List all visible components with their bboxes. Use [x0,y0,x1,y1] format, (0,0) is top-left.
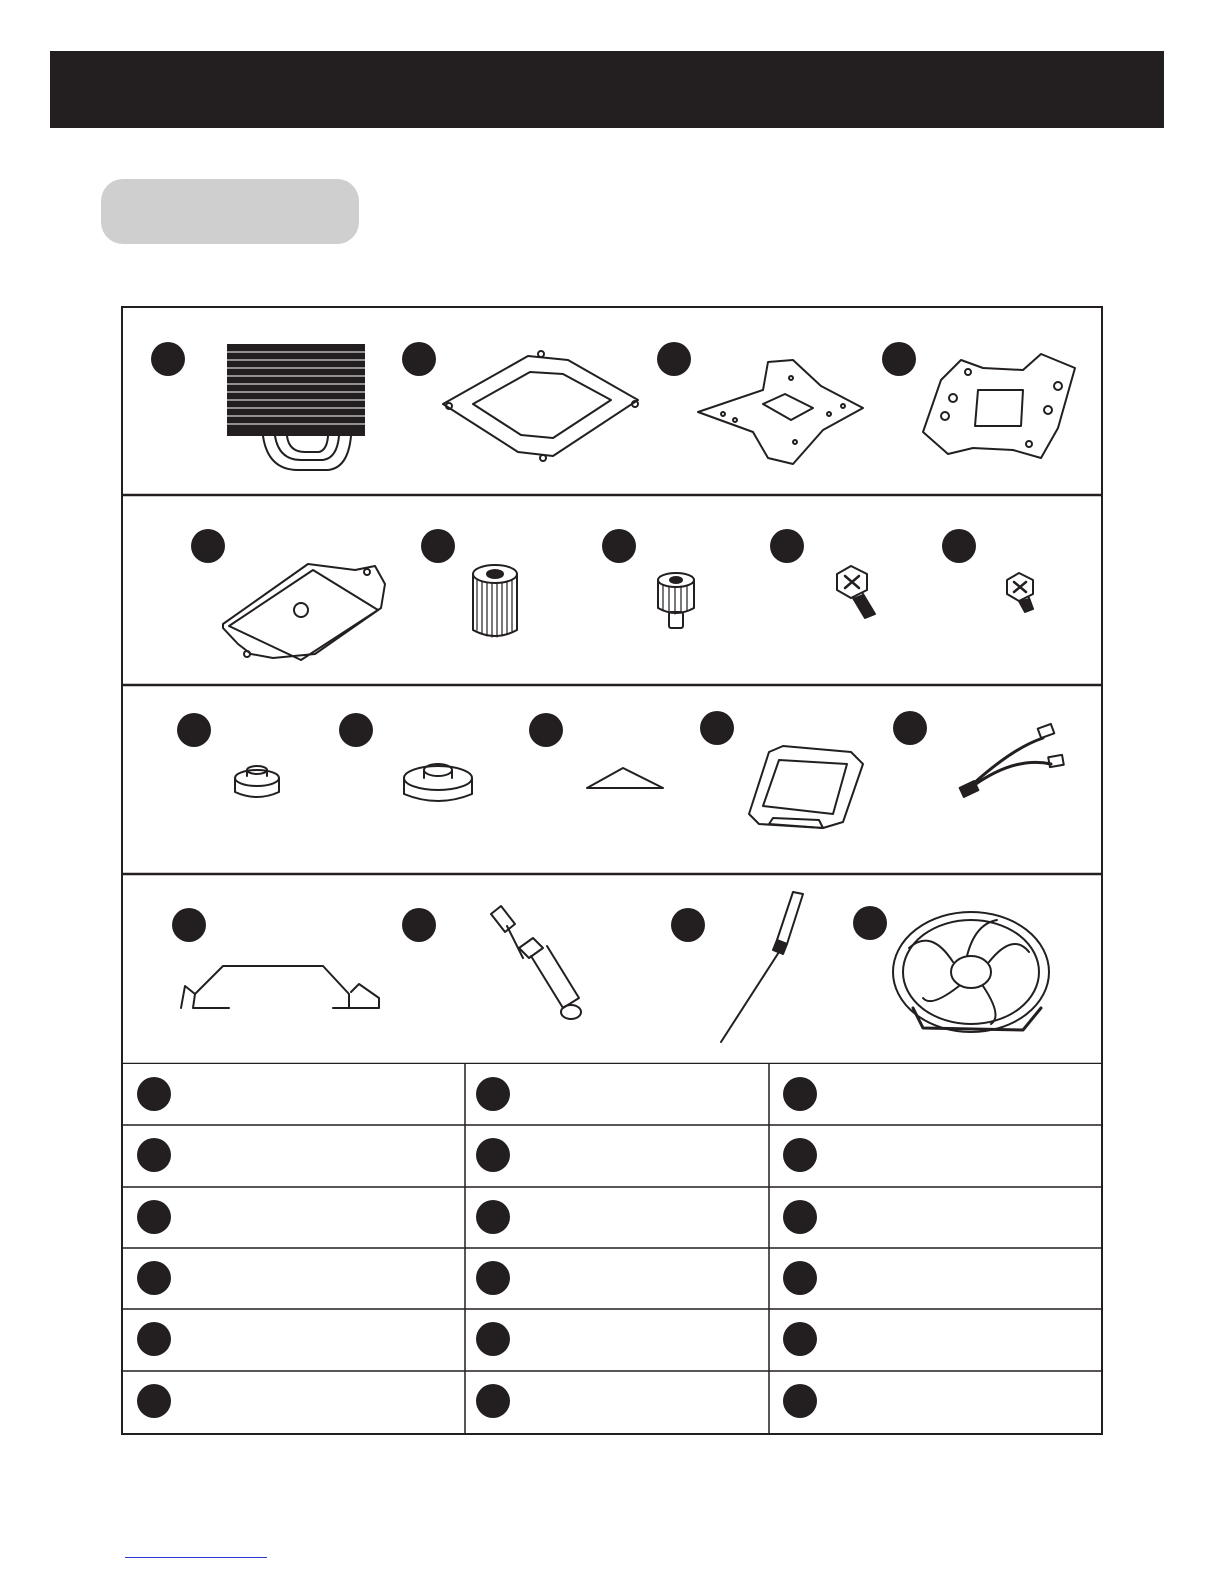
part-marker [177,713,211,747]
legend-marker [476,1200,510,1234]
legend-cell [123,1248,465,1309]
part-marker [882,342,916,376]
legend-cell [462,1248,766,1309]
parts-panel [121,306,1103,1435]
part-marker [700,711,734,745]
legend-marker [476,1138,510,1172]
legend-cell [769,1371,1101,1432]
part-marker [421,529,455,563]
mounting-plate-icon [698,360,863,464]
legend-cell [769,1125,1101,1186]
parts-illustrations [123,308,1101,1064]
legend-marker [137,1384,171,1418]
legend-cell [462,1309,766,1370]
legend-cell [123,1125,465,1186]
part-marker [402,908,436,942]
legend-cell [462,1064,766,1125]
legend-marker [783,1322,817,1356]
legend-cell [769,1248,1101,1309]
legend-marker [137,1200,171,1234]
header-bar [50,51,1164,128]
heatsink-icon [227,344,365,470]
part-marker [770,529,804,563]
thermal-paste-syringe-icon [491,906,581,1019]
legend-row [123,1064,1101,1125]
legend-marker [137,1138,171,1172]
part-marker [191,529,225,563]
legend-cell [123,1187,465,1248]
thumb-screw-icon [658,573,694,628]
part-marker [151,342,185,376]
long-screw-icon [837,566,875,618]
legend-cell [769,1187,1101,1248]
y-cable-icon [960,724,1064,797]
legend-marker [137,1322,171,1356]
legend-cell [462,1371,766,1432]
legend-marker [783,1261,817,1295]
part-marker [671,908,705,942]
short-screw-icon [1007,573,1033,612]
legend-marker [476,1261,510,1295]
legend-marker [783,1138,817,1172]
legend-row [123,1248,1101,1309]
part-marker [172,908,206,942]
legend-marker [476,1384,510,1418]
screwdriver-icon [721,892,803,1042]
small-washer-icon [235,766,279,797]
legend-cell [462,1125,766,1186]
thermal-pad-icon [587,768,663,788]
part-marker [893,711,927,745]
part-marker [942,529,976,563]
fan-clip-icon [181,966,379,1008]
legend-row [123,1187,1101,1248]
retention-plate-icon [223,564,385,660]
section-title-pill [101,179,359,244]
legend-row [123,1309,1101,1370]
amd-backplate-icon [923,354,1075,458]
part-marker [657,342,691,376]
legend-cell [123,1309,465,1370]
legend-marker [476,1077,510,1111]
large-washer-icon [404,764,472,801]
part-marker [529,713,563,747]
fan-icon [893,912,1049,1032]
legend-row [123,1125,1101,1186]
part-marker [602,529,636,563]
footer-link[interactable] [125,1557,267,1558]
legend-cell [462,1187,766,1248]
parts-legend-table [123,1064,1101,1433]
legend-cell [123,1371,465,1432]
legend-marker [137,1261,171,1295]
part-marker [853,906,887,940]
legend-marker [783,1077,817,1111]
part-marker [402,342,436,376]
standoff-nut-icon [473,565,517,637]
legend-row [123,1371,1101,1432]
legend-marker [137,1077,171,1111]
legend-marker [783,1384,817,1418]
legend-cell [769,1309,1101,1370]
intel-backplate-frame-icon [443,351,638,461]
part-marker [339,713,373,747]
socket-cover-icon [749,746,863,828]
legend-cell [123,1064,465,1125]
legend-marker [783,1200,817,1234]
legend-marker [476,1322,510,1356]
legend-cell [769,1064,1101,1125]
